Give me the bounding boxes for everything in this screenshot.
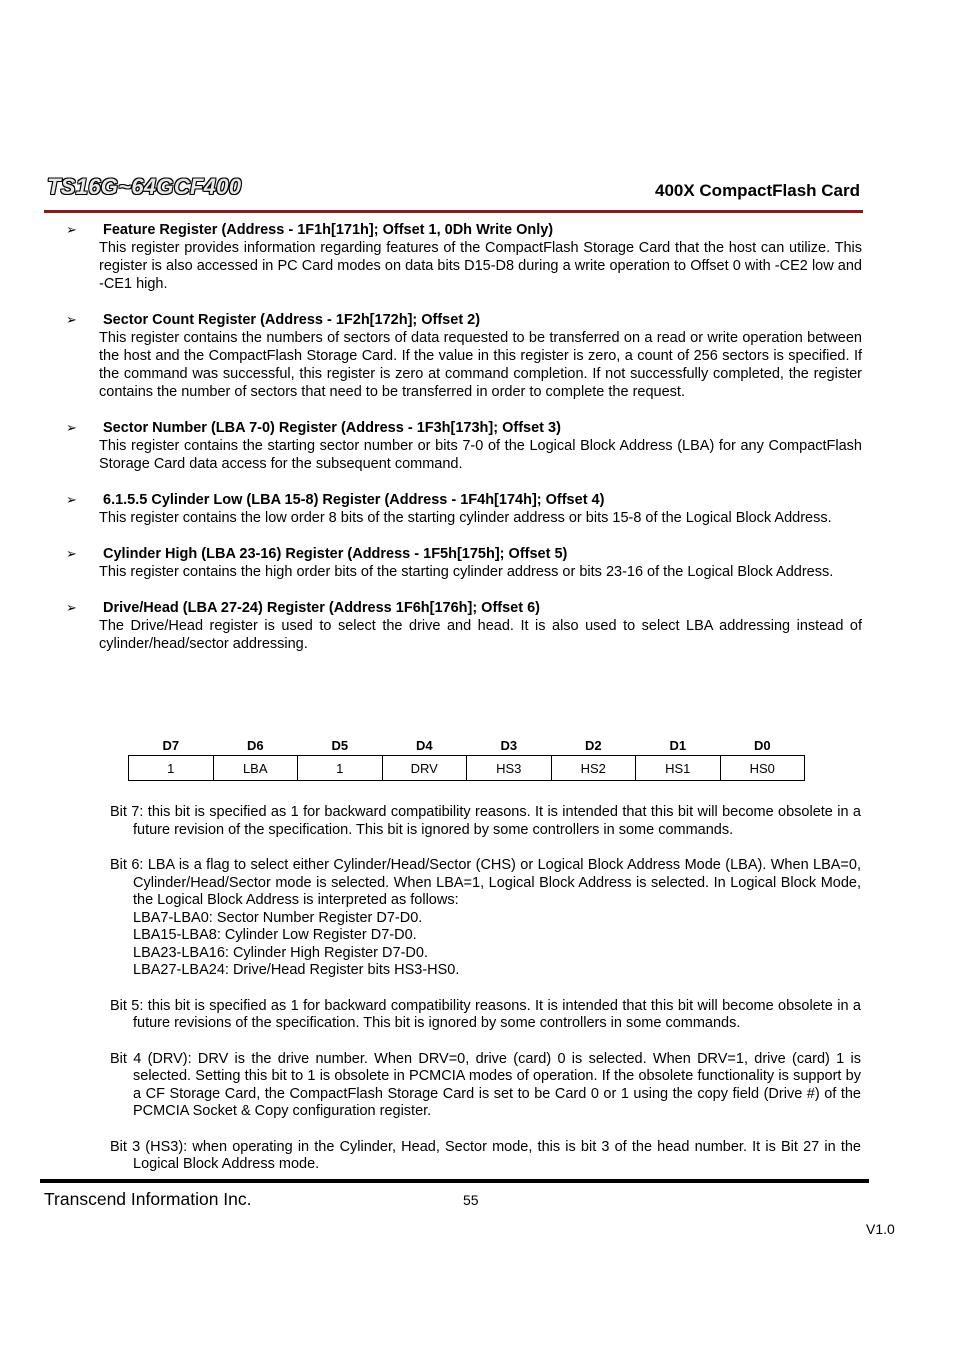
table-cell: HS2	[551, 756, 636, 781]
page-number: 55	[463, 1192, 479, 1208]
section-heading	[66, 419, 862, 437]
arrow-bullet-icon: ➢	[66, 420, 77, 435]
bit-description-text: Bit 7: this bit is specified as 1 for backward compatibility reasons. It is intended that this bit will become obsolete in a future revision of the specification. This bit is ignored by some controllers in some commands.	[110, 804, 861, 838]
bit-description-5	[110, 998, 861, 1033]
section-heading-text: Sector Number (LBA 7-0) Register (Address - 1F3h[173h]; Offset 3)	[103, 420, 561, 436]
section-heading-text: Sector Count Register (Address - 1F2h[172h]; Offset 2)	[103, 312, 481, 328]
section-heading	[66, 491, 862, 509]
table-header-cell: D3	[500, 737, 518, 753]
arrow-bullet-icon: ➢	[66, 600, 77, 615]
section-feature-register	[66, 221, 862, 293]
section-heading-text: Feature Register (Address - 1F1h[171h]; Offset 1, 0Dh Write Only)	[103, 222, 554, 238]
table-header-cell: D1	[669, 737, 687, 753]
product-name: 400X CompactFlash Card	[654, 181, 860, 200]
section-cylinder-high-register	[66, 545, 862, 581]
table-header-cell: D0	[753, 737, 771, 753]
footer-divider	[40, 1179, 869, 1183]
section-body: This register provides information regarding features of the CompactFlash Storage Card that the host can utilize. This register is also accessed in PC Card modes on data bits D15-D8 during a write operation to Offset 0 with -CE2 low and -CE1 high.	[99, 240, 862, 292]
section-body: This register contains the high order bits of the starting cylinder address or bits 23-16 of the Logical Block Address.	[99, 564, 834, 580]
table-cell: 1	[129, 756, 214, 781]
section-heading	[66, 545, 862, 563]
bit-description-7	[110, 804, 861, 839]
section-body: This register contains the low order 8 bits of the starting cylinder address or bits 15-8 of the Logical Block Address.	[99, 510, 832, 526]
section-body: The Drive/Head register is used to select the drive and head. It is also used to select LBA addressing instead of cylinder/head/sector addressing.	[99, 618, 862, 652]
table-header-cell: D2	[584, 737, 602, 753]
table-cell: 1	[298, 756, 383, 781]
table-header-cell: D6	[246, 737, 264, 753]
section-sector-count-register	[66, 311, 862, 401]
table-cell: HS3	[467, 756, 552, 781]
section-sector-number-register	[66, 419, 862, 473]
arrow-bullet-icon: ➢	[66, 546, 77, 561]
drive-head-register-table	[128, 735, 805, 781]
section-heading-text: Cylinder High (LBA 23-16) Register (Address - 1F5h[175h]; Offset 5)	[103, 546, 568, 562]
table-cell: HS0	[720, 756, 805, 781]
bit-description-text: Bit 5: this bit is specified as 1 for backward compatibility reasons. It is intended that this bit will become obsolete in a future revisions of the specification. This bit is ignored by some controllers in some commands.	[110, 997, 861, 1031]
lba-mapping-line: LBA7-LBA0: Sector Number Register D7-D0.	[133, 909, 423, 926]
table-cell: HS1	[636, 756, 721, 781]
lba-mapping-line: LBA23-LBA16: Cylinder High Register D7-D0.	[133, 944, 428, 961]
bit-description-6	[110, 857, 861, 980]
section-cylinder-low-register	[66, 491, 862, 527]
arrow-bullet-icon: ➢	[66, 492, 77, 507]
register-sections	[66, 221, 862, 671]
table-header-cell: D4	[415, 737, 433, 753]
header-divider	[44, 210, 863, 213]
table-cell: LBA	[213, 756, 298, 781]
bit-description-4	[110, 1051, 861, 1121]
document-title: TS16G~64GCF400	[47, 174, 242, 199]
section-heading-text: 6.1.5.5 Cylinder Low (LBA 15-8) Register (Address - 1F4h[174h]; Offset 4)	[103, 492, 605, 508]
section-heading	[66, 311, 862, 329]
table-header-cell: D5	[331, 737, 349, 753]
table-cell: DRV	[382, 756, 467, 781]
section-body: This register contains the numbers of sectors of data requested to be transferred on a read or write operation between the host and the CompactFlash Storage Card. If the value in this register is zero, a count of 256 sectors is specified. If the command was successful, this register is zero at command completion. If not successfully completed, the register contains the number of sectors that need to be transferred in order to complete the request.	[99, 330, 862, 400]
footer-company: Transcend Information Inc.	[44, 1189, 252, 1209]
section-body: This register contains the starting sector number or bits 7-0 of the Logical Block Address (LBA) for any CompactFlash Storage Card data access for the subsequent command.	[99, 438, 862, 472]
table-header-cell: D7	[162, 737, 180, 753]
arrow-bullet-icon: ➢	[66, 222, 77, 237]
bit-description-3	[110, 1139, 861, 1174]
lba-mapping-line: LBA27-LBA24: Drive/Head Register bits HS3-HS0.	[133, 962, 460, 978]
section-heading	[66, 221, 862, 239]
bit-description-text: Bit 3 (HS3): when operating in the Cylinder, Head, Sector mode, this is bit 3 of the head number. It is Bit 27 in the Logical Block Address mode.	[110, 1138, 861, 1172]
section-heading	[66, 599, 862, 617]
section-drive-head-register	[66, 599, 862, 653]
lba-mapping-line: LBA15-LBA8: Cylinder Low Register D7-D0.	[133, 927, 417, 943]
arrow-bullet-icon: ➢	[66, 312, 77, 327]
table-row	[129, 756, 805, 781]
bit-descriptions	[110, 804, 861, 1192]
table-header-row	[129, 735, 805, 756]
bit-description-text: Bit 4 (DRV): DRV is the drive number. When DRV=0, drive (card) 0 is selected. When DRV=1, drive (card) 1 is selected. Setting this bit to 1 is obsolete in PCMCIA modes of operation. If the obsolete functionality is support by a CF Storage Card, the CompactFlash Storage Card is set to be Card 0 or 1 using the copy field (Drive #) of the PCMCIA Socket & Copy configuration register.	[110, 1050, 861, 1119]
document-version: V1.0	[866, 1221, 895, 1237]
bit-description-text: Bit 6: LBA is a flag to select either Cylinder/Head/Sector (CHS) or Logical Block Address Mode (LBA). When LBA=0, Cylinder/Head/Sector mode is selected. When LBA=1, Logical Block Address is selected. In Logical Block Mode, the Logical Block Address is interpreted as follows:	[110, 857, 861, 908]
section-heading-text: Drive/Head (LBA 27-24) Register (Address 1F6h[176h]; Offset 6)	[103, 600, 540, 616]
